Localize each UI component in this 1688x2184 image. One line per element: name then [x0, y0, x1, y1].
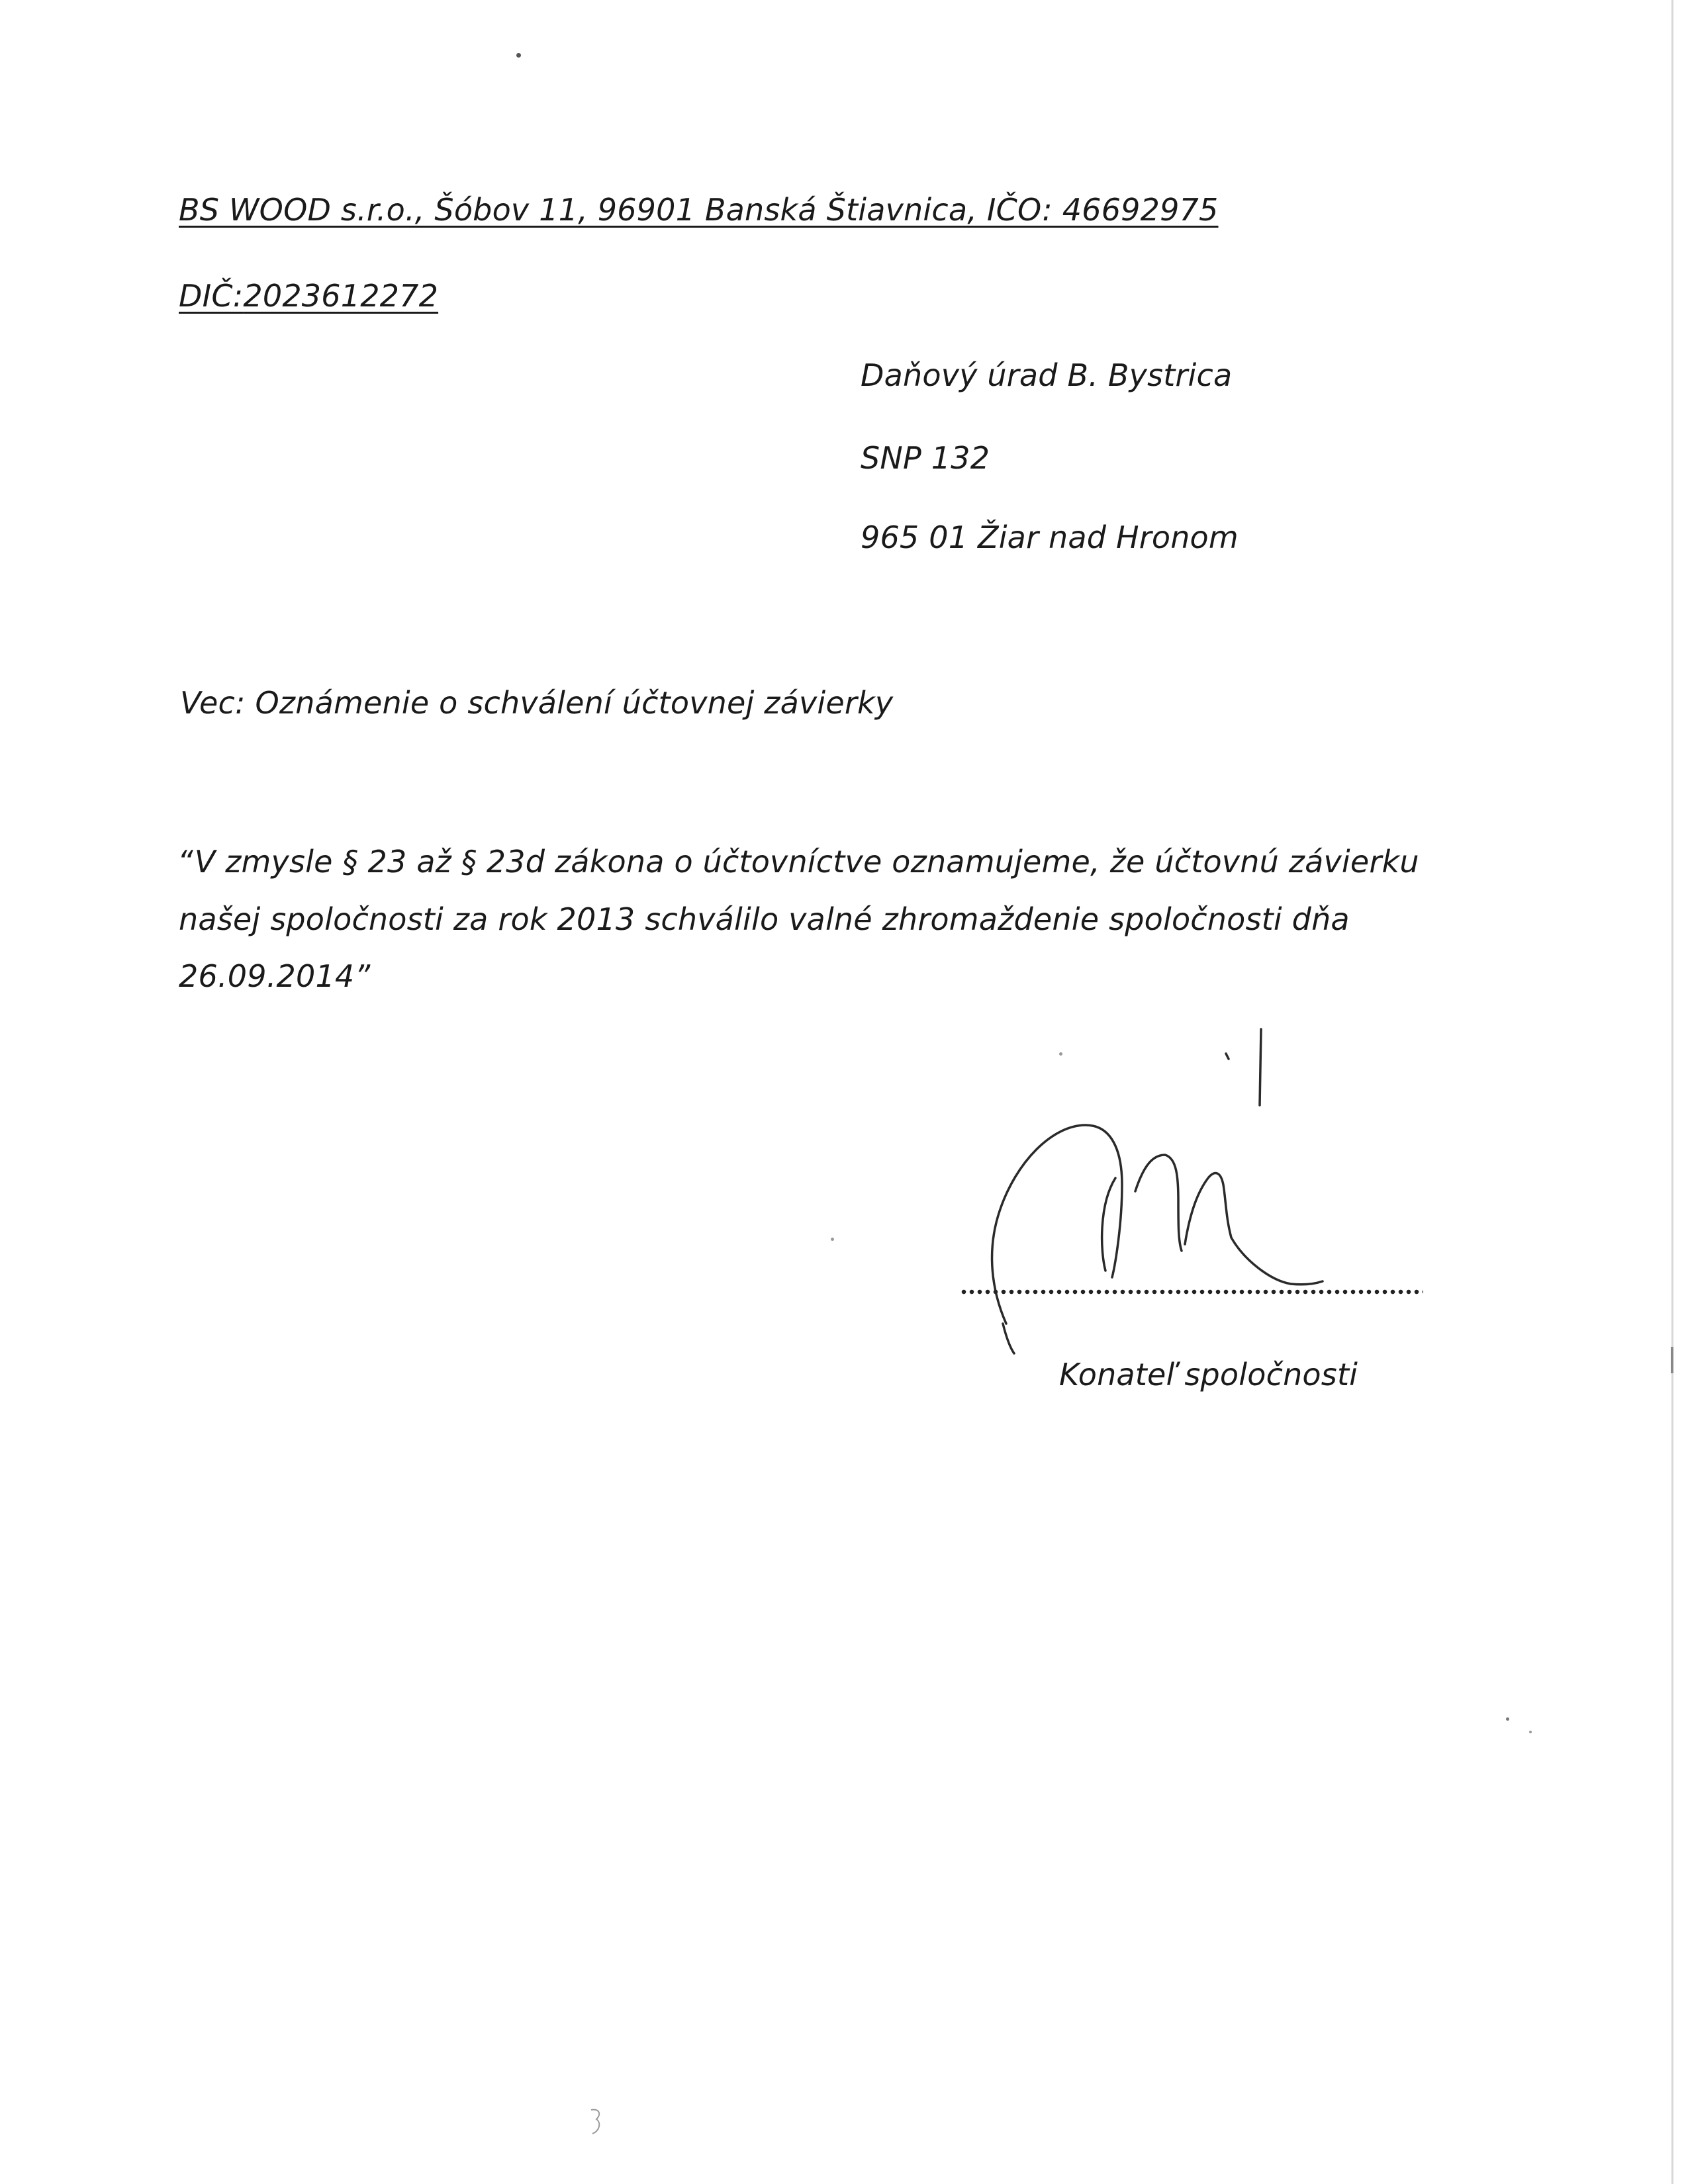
- body-line: našej spoločnosti za rok 2013 schválilo valné zhromaždenie spoločnosti dňa: [179, 901, 1350, 937]
- signature-line: [960, 1287, 1423, 1297]
- scan-speck: [831, 1238, 834, 1241]
- scan-speck: [516, 53, 521, 58]
- scan-speck: [1506, 1717, 1509, 1721]
- tax-id-value: 2023612272: [243, 278, 439, 314]
- subject-line: Vec: Oznámenie o schválení účtovnej závierky: [180, 685, 894, 721]
- body-line: “V zmysle § 23 až § 23d zákona o účtovníctve oznamujeme, že účtovnú závierku: [177, 844, 1419, 880]
- recipient-city: 965 01 Žiar nad Hronom: [861, 520, 1239, 555]
- sender-address-line: BS WOOD s.r.o., Šóbov 11, 96901 Banská Štiavnica, IČO: 46692975: [179, 192, 1219, 228]
- scan-mark: [586, 2105, 606, 2138]
- scan-speck: [1529, 1731, 1532, 1733]
- page-edge: [1671, 0, 1673, 2184]
- signatory-role: Konateľ spoločnosti: [1059, 1357, 1358, 1392]
- recipient-street: SNP 132: [861, 440, 990, 476]
- tax-id-label: DIČ:: [179, 278, 244, 314]
- scan-edge-mark: [1671, 1347, 1673, 1373]
- body-line: 26.09.2014”: [179, 958, 371, 994]
- handwritten-signature: [980, 1013, 1350, 1357]
- sender-address: [179, 192, 1219, 228]
- recipient-name: Daňový úrad B. Bystrica: [861, 357, 1233, 393]
- sender-tax-id: [179, 278, 438, 314]
